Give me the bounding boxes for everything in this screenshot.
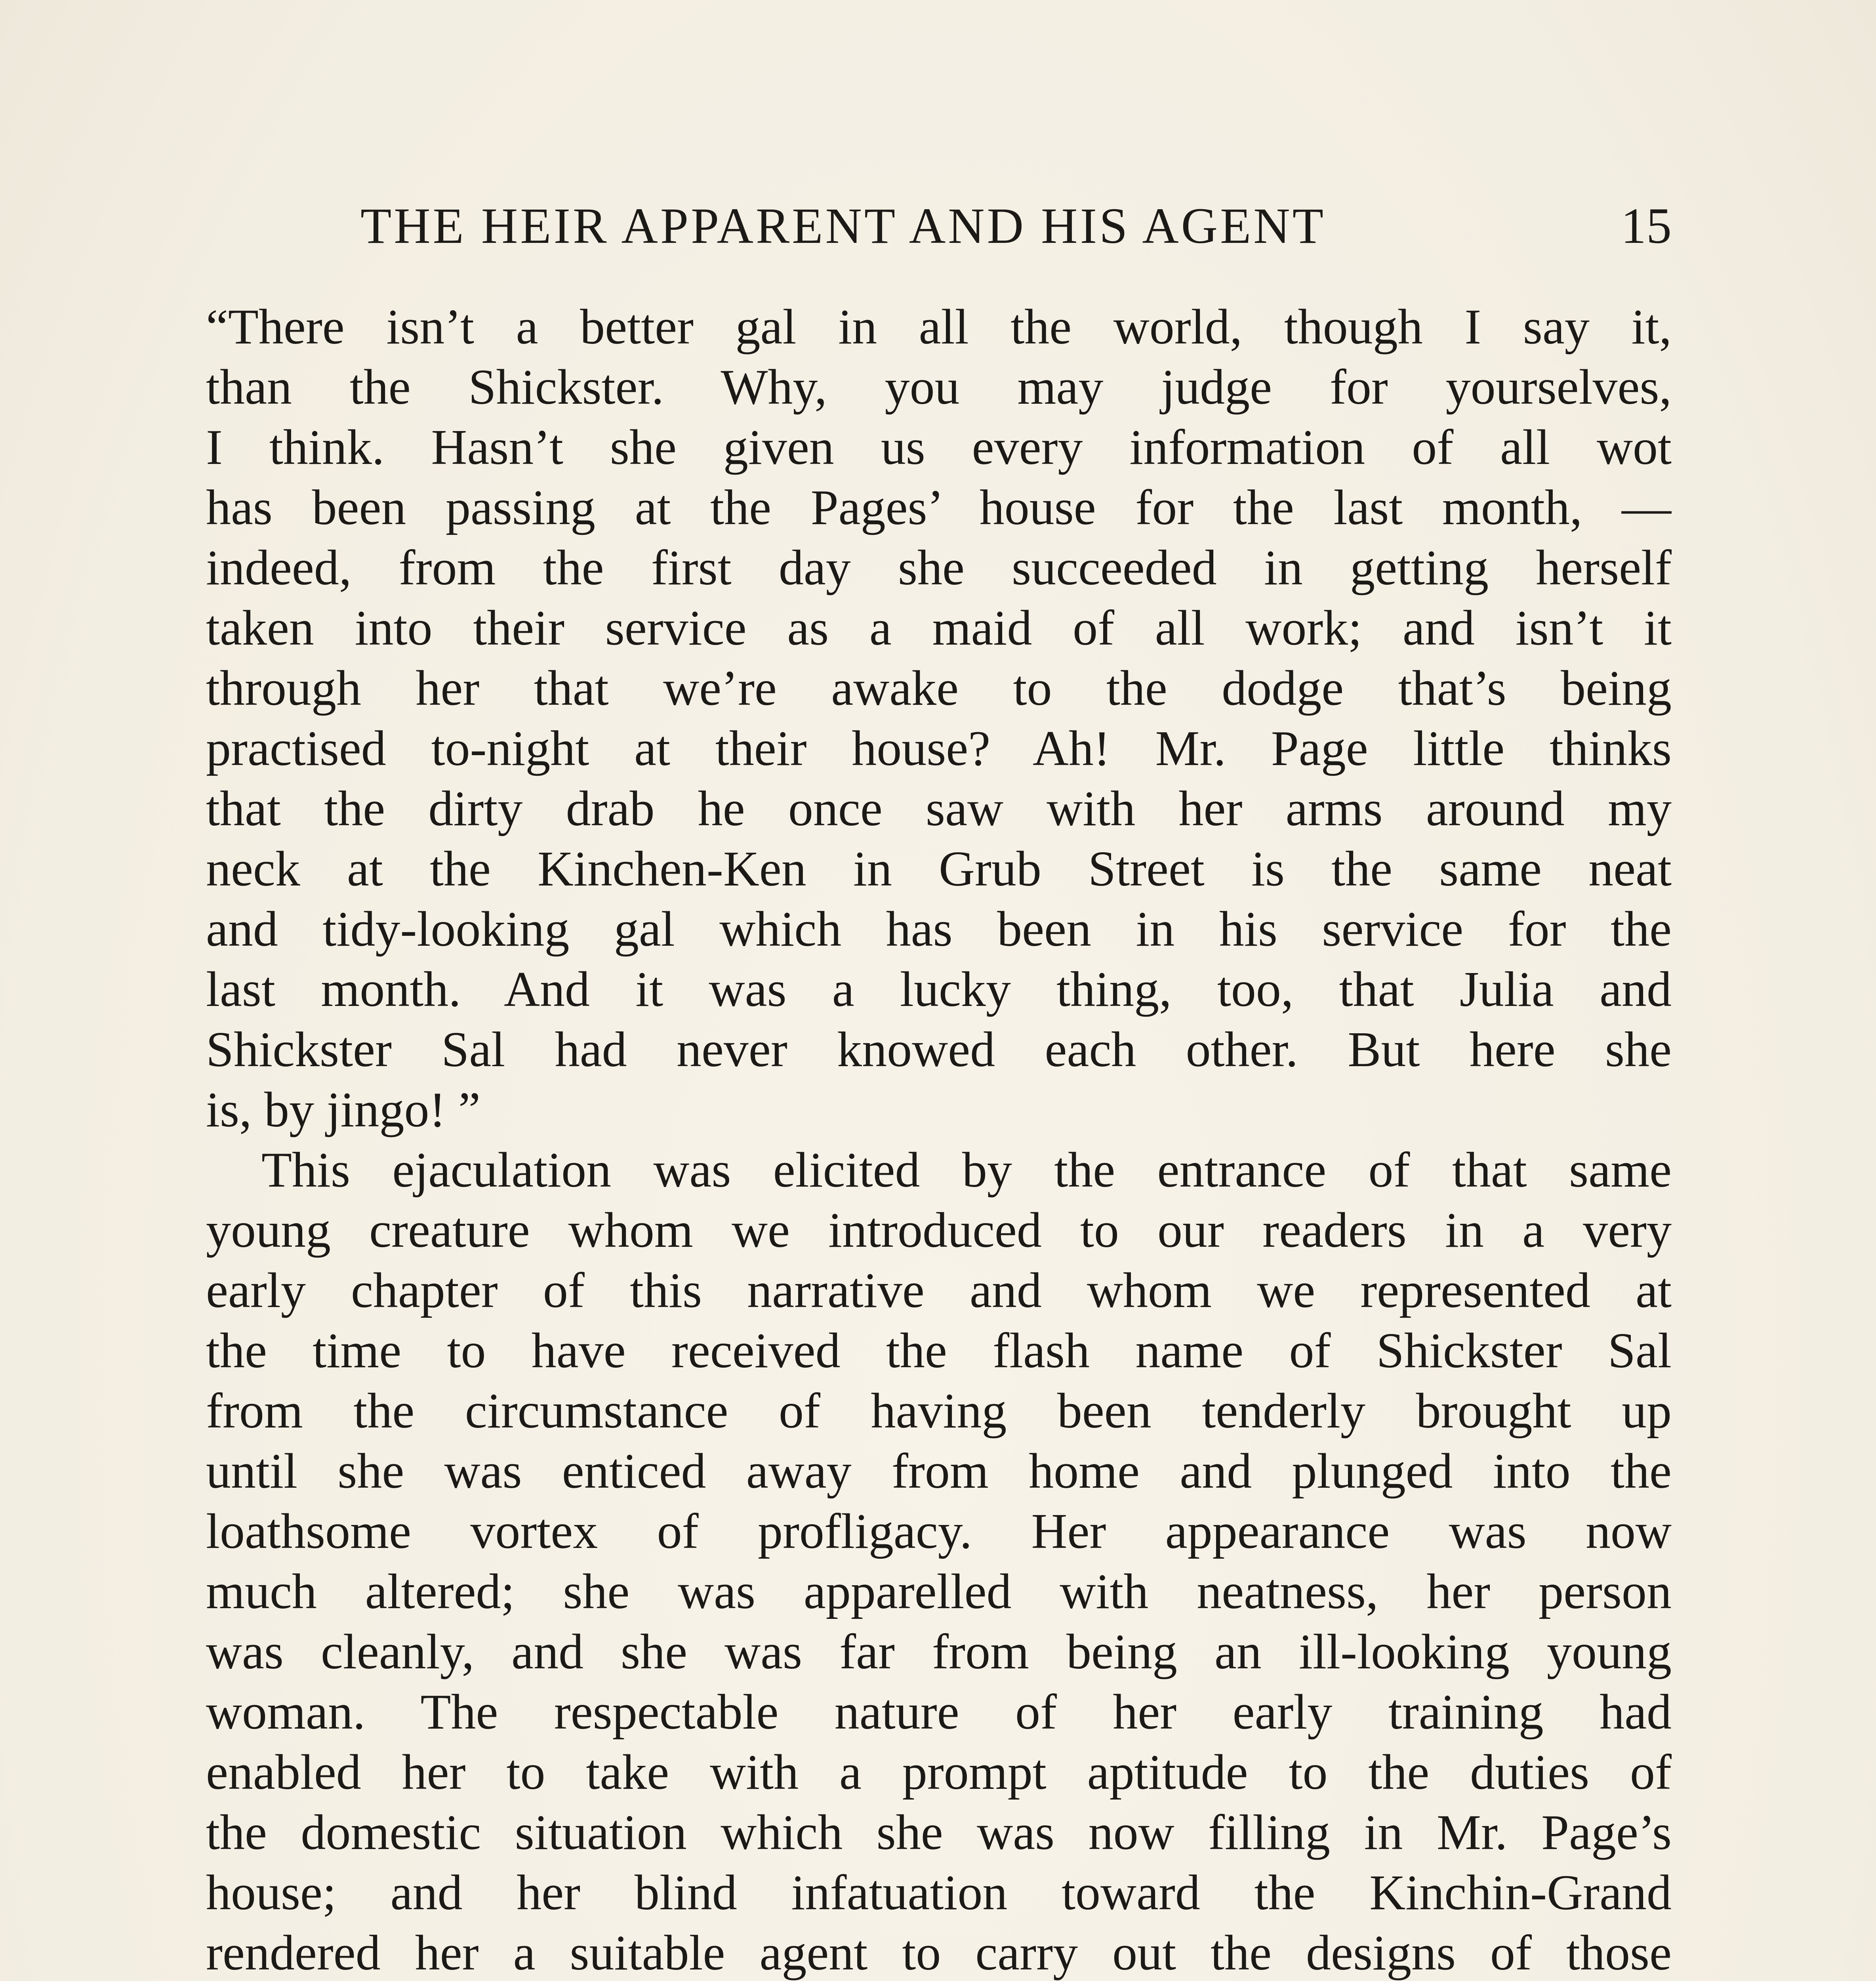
text-line: indeed, from the first day she succeeded in getting herself [206, 540, 1672, 595]
body-text [206, 297, 1672, 1981]
text-line: last month. And it was a lucky thing, too, that Julia and [206, 962, 1672, 1017]
text-line: and tidy-looking gal which has been in his service for the [206, 902, 1672, 957]
text-line: neck at the Kinchen-Ken in Grub Street is the same neat [206, 842, 1672, 897]
text-line: enabled her to take with a prompt aptitude to the duties of [206, 1745, 1672, 1800]
text-line: from the circumstance of having been tenderly brought up [206, 1384, 1672, 1439]
text-line: practised to-night at their house? Ah! Mr. Page little thinks [206, 721, 1672, 776]
text-line: rendered her a suitable agent to carry out the designs of those [206, 1926, 1672, 1981]
text-line: “There isn’t a better gal in all the world, though I say it, [206, 300, 1672, 355]
text-line: young creature whom we introduced to our readers in a very [206, 1203, 1672, 1258]
text-line: is, by jingo! ” [206, 1082, 480, 1137]
text-line: woman. The respectable nature of her early training had [206, 1685, 1672, 1740]
text-line: house; and her blind infatuation toward the Kinchin-Grand [206, 1865, 1672, 1920]
text-line: has been passing at the Pages’ house for the last month, — [206, 480, 1672, 535]
text-line: I think. Hasn’t she given us every information of all wot [206, 420, 1672, 475]
text-line: through her that we’re awake to the dodge that’s being [206, 661, 1672, 716]
running-header [206, 186, 1672, 265]
running-title: THE HEIR APPARENT AND HIS AGENT [360, 198, 1326, 254]
text-line: was cleanly, and she was far from being an ill-looking young [206, 1624, 1672, 1679]
text-line: taken into their service as a maid of all work; and isn’t it [206, 601, 1672, 656]
text-line: This ejaculation was elicited by the entrance of that same [261, 1143, 1672, 1198]
text-line: until she was enticed away from home and plunged into the [206, 1444, 1672, 1499]
text-line: loathsome vortex of profligacy. Her appearance was now [206, 1504, 1672, 1559]
page-number: 15 [1621, 198, 1672, 254]
text-line: Shickster Sal had never knowed each other. But here she [206, 1022, 1672, 1077]
text-line: than the Shickster. Why, you may judge for yourselves, [206, 360, 1672, 415]
text-line: that the dirty drab he once saw with her arms around my [206, 781, 1672, 836]
text-line: much altered; she was apparelled with neatness, her person [206, 1564, 1672, 1619]
text-line: the time to have received the flash name of Shickster Sal [206, 1323, 1672, 1378]
text-line: the domestic situation which she was now filling in Mr. Page’s [206, 1805, 1672, 1860]
text-line: early chapter of this narrative and whom we represented at [206, 1263, 1672, 1318]
